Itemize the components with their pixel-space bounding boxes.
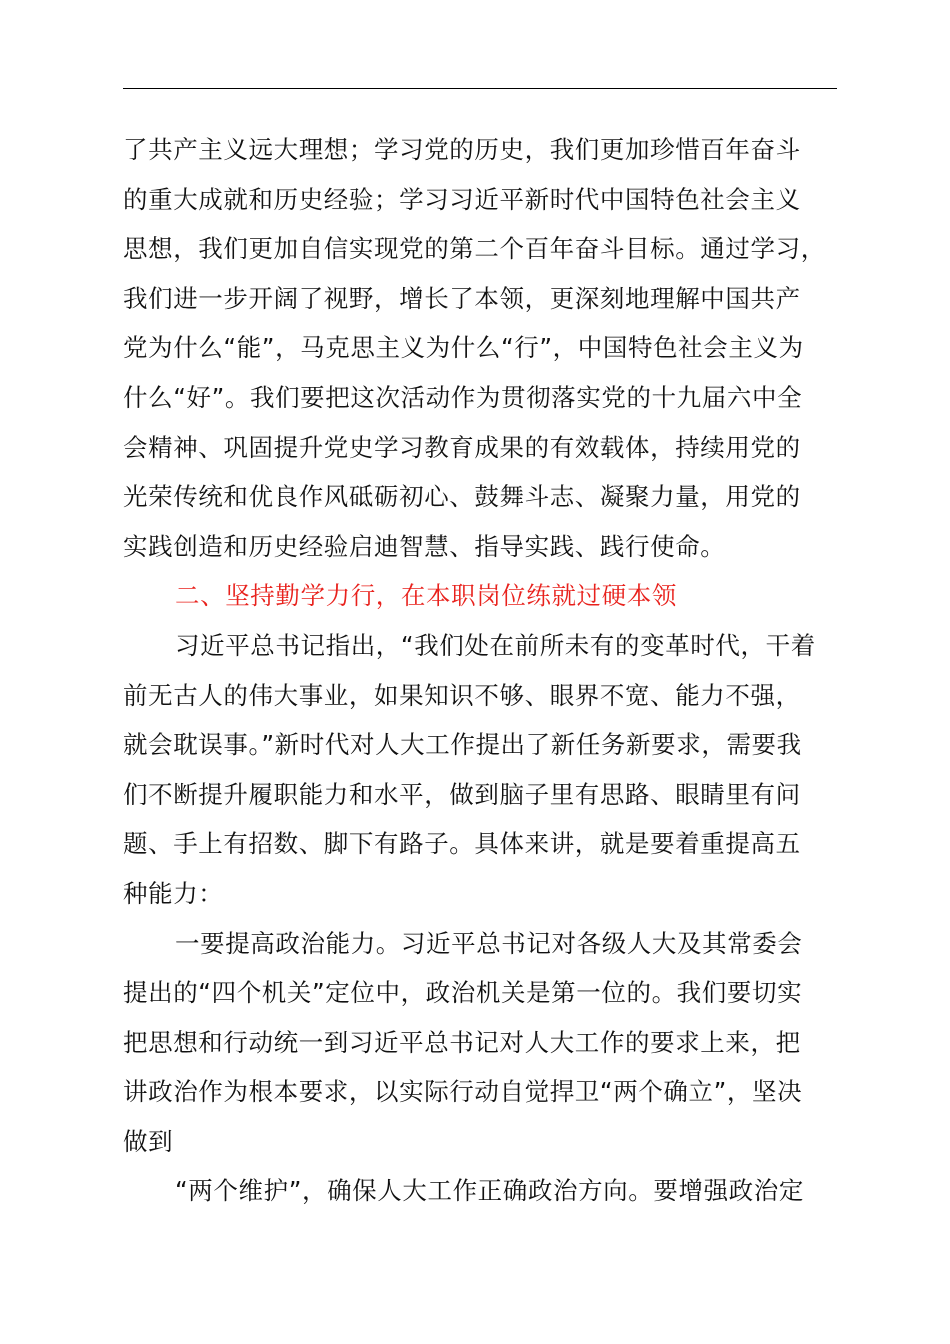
body-line: 前无古人的伟大事业，如果知识不够、眼界不宽、能力不强， [123, 680, 801, 710]
body-line: 思想，我们更加自信实现党的第二个百年奋斗目标。通过学习， [123, 234, 826, 264]
body-line: 会精神、巩固提升党史学习教育成果的有效载体，持续用党的 [123, 432, 801, 462]
body-line: 我们进一步开阔了视野，增长了本领，更深刻地理解中国共产 [123, 283, 801, 313]
body-line: 种能力： [123, 878, 224, 908]
body-line: 了共产主义远大理想；学习党的历史，我们更加珍惜百年奋斗 [123, 135, 801, 164]
section-heading: 二、坚持勤学力行，在本职岗位练就过硬本领 [175, 581, 677, 611]
document-body [123, 125, 837, 1216]
body-line: 讲政治作为根本要求，以实际行动自觉捍卫“两个确立”，坚决 [123, 1077, 803, 1107]
body-line: 的重大成就和历史经验；学习习近平新时代中国特色社会主义 [123, 184, 801, 214]
body-line: 提出的“四个机关”定位中，政治机关是第一位的。我们要切实 [123, 978, 803, 1008]
body-line: 习近平总书记指出，“我们处在前所未有的变革时代，干着 [175, 630, 816, 660]
body-line: 题、手上有招数、脚下有路子。具体来讲，就是要着重提高五 [123, 829, 801, 859]
body-line: 一要提高政治能力。习近平总书记对各级人大及其常委会 [175, 928, 803, 958]
header-rule [123, 88, 837, 89]
body-line: 党为什么“能”，马克思主义为什么“行”，中国特色社会主义为 [123, 333, 804, 363]
body-line: 什么“好”。我们要把这次活动作为贯彻落实党的十九届六中全 [123, 382, 803, 412]
body-line: 把思想和行动统一到习近平总书记对人大工作的要求上来，把 [123, 1027, 801, 1057]
body-line: 就会耽误事。”新时代对人大工作提出了新任务新要求，需要我 [123, 730, 802, 760]
body-line: 做到 [123, 1126, 174, 1156]
body-line: 们不断提升履职能力和水平，做到脑子里有思路、眼睛里有问 [123, 779, 801, 809]
body-line: “两个维护”，确保人大工作正确政治方向。要增强政治定 [175, 1176, 804, 1206]
body-line: 实践创造和历史经验启迪智慧、指导实践、践行使命。 [123, 531, 726, 561]
body-line: 光荣传统和优良作风砥砺初心、鼓舞斗志、凝聚力量，用党的 [123, 482, 801, 512]
